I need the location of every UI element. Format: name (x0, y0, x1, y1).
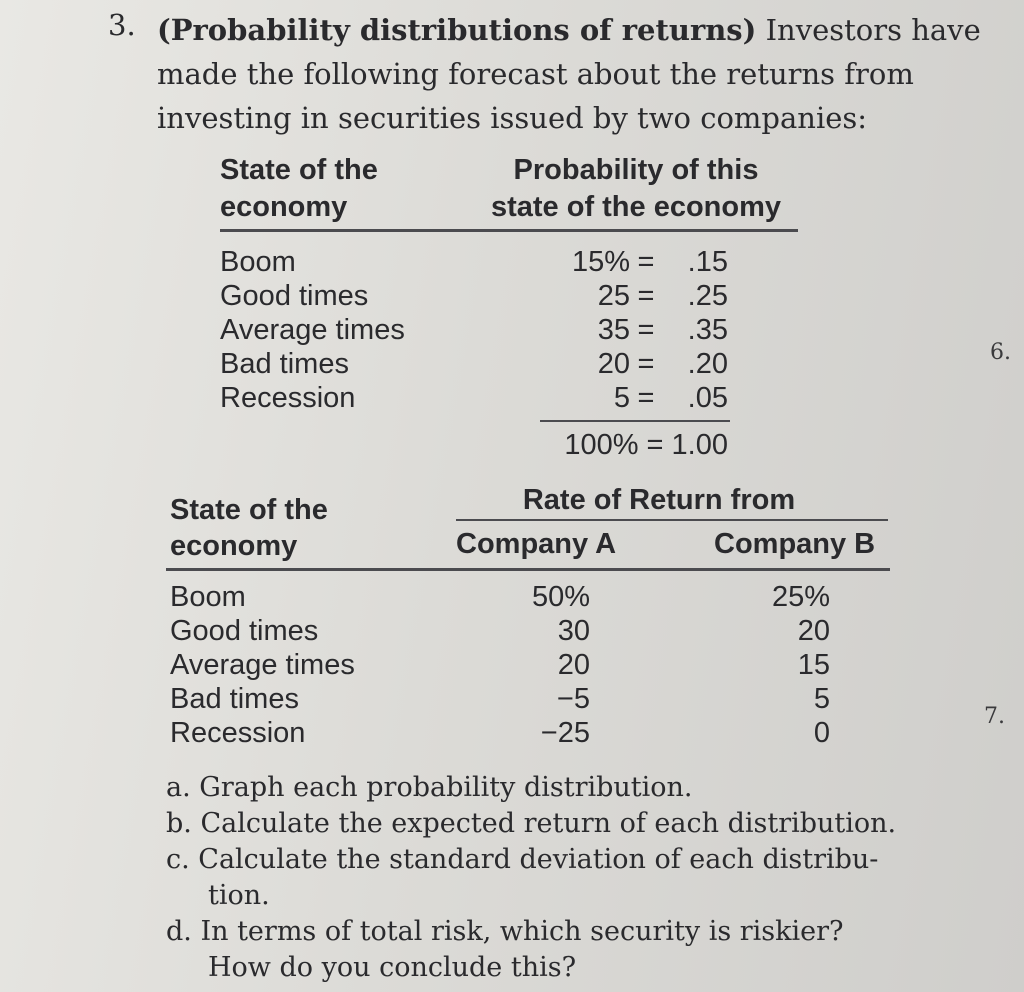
t2-header-rule (166, 568, 890, 571)
margin-number-6: 6. (990, 340, 1011, 365)
t1-sum-rule (540, 420, 730, 422)
t2-row-state: Recession (170, 717, 306, 749)
question-text (157, 8, 981, 140)
t1-row-state: Recession (220, 382, 356, 414)
t1-row-dec: .15 (687, 246, 728, 278)
subquestion-list (166, 770, 896, 986)
subquestion-d-cont: How do you conclude this? (208, 952, 577, 983)
t1-row-pct: 35 (597, 314, 630, 346)
t2-row-state: Bad times (170, 683, 299, 715)
question-line-3: investing in securities issued by two companies: (157, 101, 868, 135)
question-title: (Probability distributions of returns) (157, 13, 757, 47)
question-number: 3. (108, 8, 136, 42)
t1-row-pct: 5 (613, 382, 630, 414)
t2-row-state: Good times (170, 615, 319, 647)
t2-row-state: Boom (170, 581, 246, 613)
t2-row-a: −5 (556, 683, 590, 715)
subquestion-c-cont: tion. (208, 880, 270, 911)
t1-header-state-line2: economy (220, 191, 348, 223)
t1-row-state: Boom (220, 246, 296, 278)
t2-row-b: 20 (797, 615, 830, 647)
t2-header-state-line1: State of the (170, 494, 328, 526)
t2-header-state (170, 492, 328, 564)
question-line-1-rest: Investors have (756, 13, 981, 47)
t2-header-state-line2: economy (170, 530, 298, 562)
t1-row-dec: .05 (687, 382, 728, 414)
t1-row-pct: 25 (597, 280, 630, 312)
t1-header-prob-line1: Probability of this (513, 154, 759, 186)
t2-row-b: 0 (813, 717, 830, 749)
t2-row-a: 20 (557, 649, 590, 681)
t1-header-prob-line2: state of the economy (490, 191, 782, 223)
t1-row-dec: .35 (687, 314, 728, 346)
subquestion-a: a. Graph each probability distribution. (166, 772, 693, 803)
t1-row-pct: 20 (597, 348, 630, 380)
t2-row-a: 30 (557, 615, 590, 647)
t2-a-column (500, 580, 590, 750)
margin-number-7: 7. (984, 704, 1005, 729)
t2-row-a: 50% (531, 581, 590, 613)
t2-header-company-b: Company B (714, 528, 876, 560)
subquestion-d: d. In terms of total risk, which security is riskier? (166, 916, 844, 947)
t1-total: 100% = 1.00 (564, 429, 728, 461)
t1-header-rule (220, 229, 798, 232)
subquestion-c: c. Calculate the standard deviation of each distribu- (166, 844, 879, 875)
t2-row-a: −25 (540, 717, 590, 749)
t2-row-state: Average times (170, 649, 355, 681)
t1-eq-column (626, 245, 666, 415)
t2-state-column (170, 580, 355, 750)
t2-row-b: 5 (813, 683, 830, 715)
t2-row-b: 25% (771, 581, 830, 613)
t1-row-state: Bad times (220, 348, 349, 380)
t1-row-state: Good times (220, 280, 369, 312)
t1-row-dec: .20 (687, 348, 728, 380)
t1-row-eq: = (637, 348, 655, 380)
t1-header-state (220, 152, 378, 226)
t1-row-eq: = (637, 314, 655, 346)
t1-dec-column (668, 245, 728, 415)
t1-pct-column (540, 245, 630, 415)
t2-group-rule (456, 519, 888, 521)
t1-state-column (220, 245, 405, 415)
question-line-2: made the following forecast about the returns from (157, 57, 914, 91)
t1-row-pct: 15% (571, 246, 630, 278)
t1-header-prob (474, 152, 798, 226)
t2-row-b: 15 (797, 649, 830, 681)
t1-row-eq: = (637, 246, 655, 278)
t2-header-group: Rate of Return from (522, 484, 796, 516)
t1-header-state-line1: State of the (220, 154, 378, 186)
t1-row-eq: = (637, 280, 655, 312)
t2-header-company-a: Company A (456, 528, 617, 560)
t1-row-dec: .25 (687, 280, 728, 312)
t2-b-column (740, 580, 830, 750)
t1-row-eq: = (637, 382, 655, 414)
subquestion-b: b. Calculate the expected return of each distribution. (166, 808, 897, 839)
t1-row-state: Average times (220, 314, 405, 346)
question-line-1 (157, 8, 981, 52)
